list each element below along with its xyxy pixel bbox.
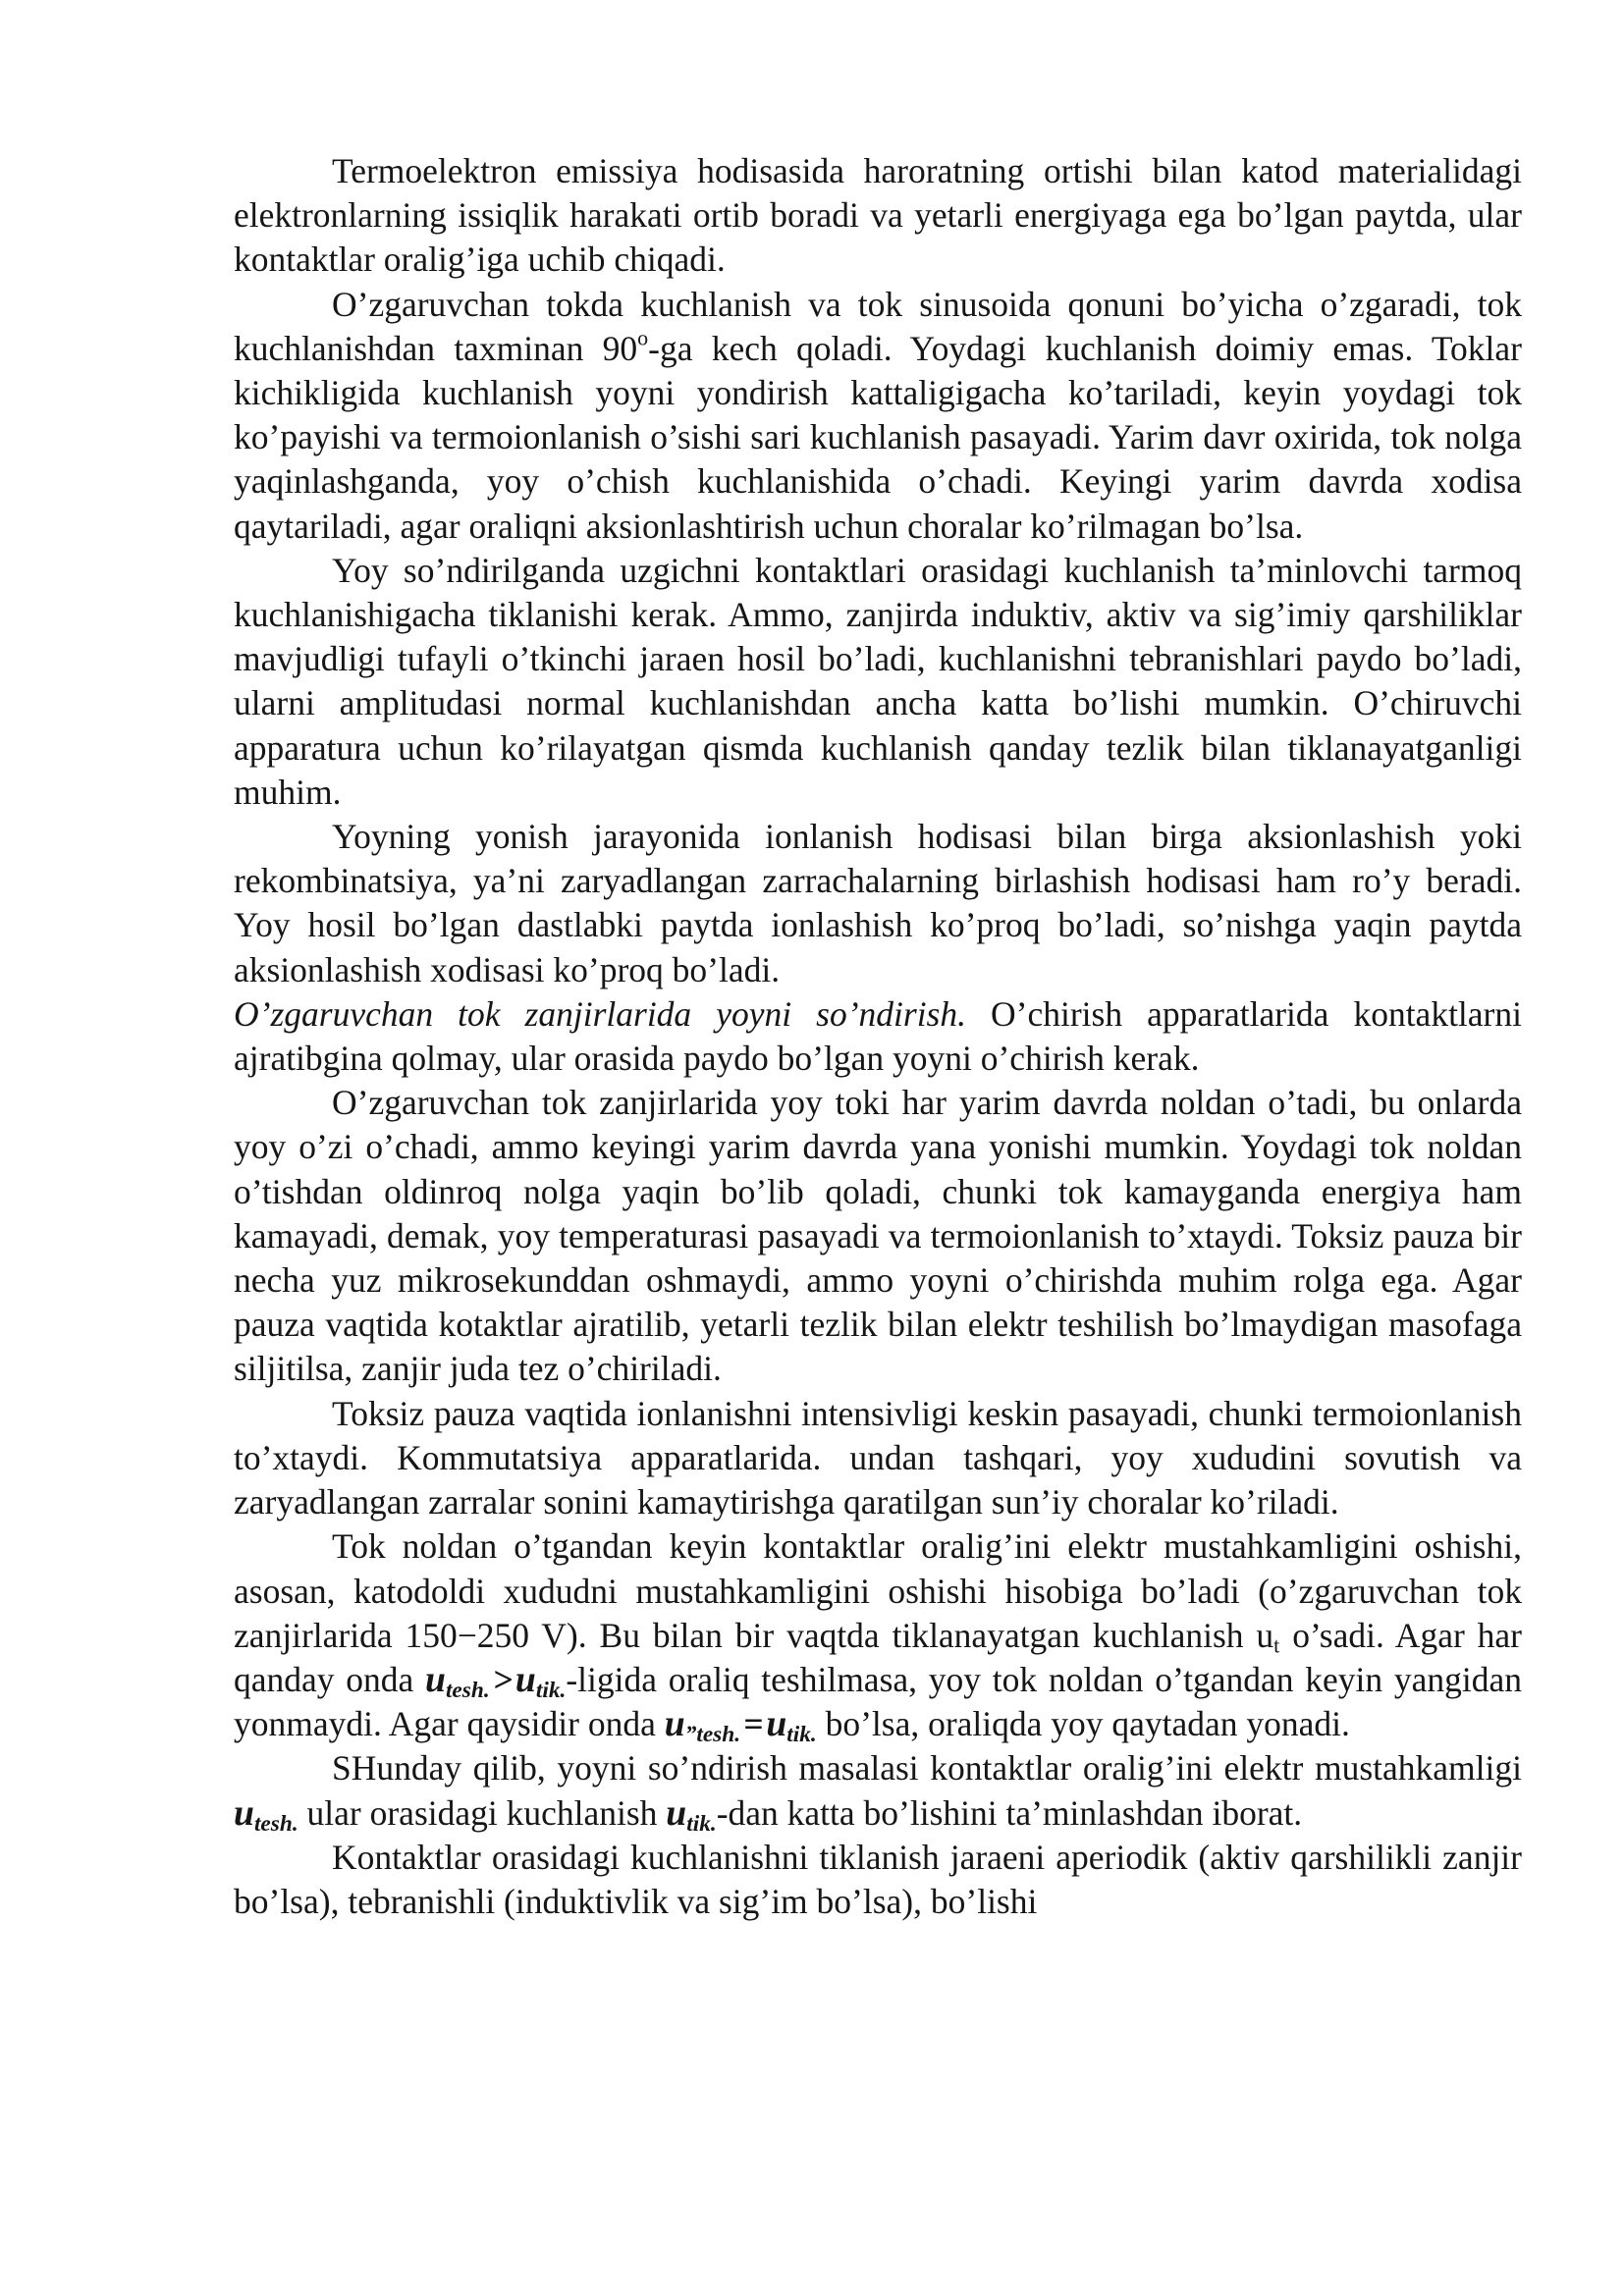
paragraph-arc-quenching-task [234, 1746, 1522, 1835]
subscript-t: t [1273, 1632, 1280, 1658]
paragraph-section-heading [234, 992, 1522, 1081]
paragraph-text: O’zgaruvchan tok zanjirlarida yoy toki har yarim davrda noldan o’tadi, bu onlarda yoy o’zi o’chadi, ammo keyingi yarim davrda yana yonishi mumkin. Yoydagi tok noldan o’tishdan oldinroq nolga yaqin bo’lib qoladi, chunki tok kamayganda energiya ham kamayadi, demak, yoy temperaturasi pasayadi va termoionlanish to’xtaydi. Toksiz pauza bir necha yuz mikrosekunddan oshmaydi, ammo yoyni o’chirishda muhim rolga ega. Agar pauza vaqtida kotaktlar ajratilib, yetarli tezlik bilan elektr teshilish bo’lmaydigan masofaga siljitilsa, zanjir juda tez o’chiriladi. [234, 1083, 1522, 1389]
paragraph-text: o’sadi. Agar har qanday onda [234, 1615, 1522, 1699]
paragraph-dielectric-strength [234, 1524, 1522, 1746]
paragraph-text: -dan katta bo’lishini ta’minlashdan iborat. [716, 1792, 1303, 1833]
symbol-subscript: tesh. [253, 1810, 298, 1837]
paragraph-arc-extinguished [234, 549, 1522, 815]
paragraph-text: ular orasidagi kuchlanish [298, 1792, 667, 1833]
symbol-u-tesh-prime [664, 1703, 741, 1747]
paragraph-text: bo’lsa, oraliqda yoy qaytadan yonadi. [816, 1704, 1350, 1744]
paragraph-recovery-voltage [234, 1836, 1522, 1924]
paragraph-text: SHunday qilib, yoyni so’ndirish masalasi kontaktlar oralig’ini elektr mustahkamligi [332, 1748, 1522, 1789]
symbol-u-tik [514, 1658, 567, 1703]
symbol-subscript: tik. [686, 1810, 717, 1837]
symbol-subscript: tik. [786, 1721, 817, 1747]
section-heading: O’zgaruvchan tok zanjirlarida yoyni so’ndirish. [234, 993, 966, 1034]
symbol-subscript: ”tesh. [684, 1721, 741, 1747]
paragraph-text: Tok noldan o’tgandan keyin kontaktlar oralig’ini elektr mustahkamligini oshishi, asosan, katodoldi xududni mustahkamligini oshishi hisobiga bo’ladi (o’zgaruvchan tok zanjirlarida 150−250 V). Bu bilan bir vaqtda tiklanayatgan kuchlanish u [234, 1526, 1522, 1655]
paragraph-currentless-pause [234, 1392, 1522, 1525]
paragraph-ac-arc-zero-crossing [234, 1081, 1522, 1391]
symbol-u-tesh [234, 1791, 298, 1837]
paragraph-text: Toksiz pauza vaqtida ionlanishni intensivligi keskin pasayadi, chunki termoionlanish to’xtaydi. Kommutatsiya apparatlarida. undan tashqari, yoy xududini sovutish va zaryadlangan zarralar sonini kamaytirishga qaratilgan sun’iy choralar ko’riladi. [234, 1393, 1522, 1522]
symbol-letter: u [666, 1791, 687, 1834]
symbol-letter: u [234, 1791, 254, 1834]
degree-superscript: o [637, 325, 649, 350]
paragraph-thermoelectron-emission [234, 149, 1522, 283]
paragraph-ionization-recombination [234, 815, 1522, 992]
document-page [234, 149, 1522, 1924]
paragraph-ac-voltage-current [234, 283, 1522, 549]
symbol-letter: u [425, 1658, 446, 1700]
symbol-letter: u [514, 1658, 536, 1700]
symbol-subscript: tesh. [445, 1677, 490, 1703]
symbol-letter: u [766, 1703, 787, 1745]
symbol-letter: u [664, 1703, 685, 1745]
symbol-subscript: tik. [535, 1677, 567, 1703]
paragraph-text: Yoyning yonish jarayonida ionlanish hodisasi bilan birga aksionlashish yoki rekombinatsiya, ya’ni zaryadlangan zarrachalarning birlashish hodisasi ham ro’y beradi. Yoy hosil bo’lgan dastlabki paytda ionlashish ko’proq bo’ladi, so’nishga yaqin paytda aksionlashish xodisasi ko’proq bo’ladi. [234, 817, 1522, 989]
paragraph-text: O’chirish apparatlarida kontaktlarni ajratibgina qolmay, ular orasida paydo bo’lgan yoyni o’chirish kerak. [234, 993, 1522, 1079]
symbol-u-tesh [425, 1658, 490, 1703]
paragraph-text: O’zgaruvchan tokda kuchlanish va tok sinusoida qonuni bo’yicha o’zgaradi, tok kuchlanishdan taxminan 90 [234, 284, 1522, 368]
paragraph-text: Termoelektron emissiya hodisasida haroratning ortishi bilan katod materialidagi elektronlarning issiqlik harakati ortib boradi va yetarli energiyaga ega bo’lgan paytda, ular kontaktlar oralig’iga uchib chiqadi. [234, 151, 1522, 280]
greater-than-operator: > [492, 1659, 513, 1699]
symbol-u-tik [666, 1791, 717, 1837]
paragraph-text: -ga kech qoladi. Yoydagi kuchlanish doimiy emas. Toklar kichikligida kuchlanish yoyni yondirish kattaligigacha ko’tariladi, keyin yoydagi tok ko’payishi va termoionlanish o’sishi sari kuchlanish pasayadi. Yarim davr oxirida, tok nolga yaqinlashganda, yoy o’chish kuchlanishida o’chadi. Keyingi yarim davrda xodisa qaytariladi, agar oraliqni aksionlashtirish uchun choralar ko’rilmagan bo’lsa. [234, 328, 1522, 546]
equals-operator: = [743, 1704, 764, 1744]
symbol-u-tik [766, 1703, 817, 1747]
paragraph-text: Yoy so’ndirilganda uzgichni kontaktlari orasidagi kuchlanish ta’minlovchi tarmoq kuchlanishigacha tiklanishi kerak. Ammo, zanjirda induktiv, aktiv va sig’imiy qarshiliklar mavjudligi tufayli o’tkinchi jaraen hosil bo’ladi, kuchlanishni tebranishlari paydo bo’ladi, ularni amplitudasi normal kuchlanishdan ancha katta bo’lishi mumkin. O’chiruvchi apparatura uchun ko’rilayatgan qismda kuchlanish qanday tezlik bilan tiklanayatganligi muhim. [234, 550, 1522, 812]
paragraph-text: -ligida oraliq teshilmasa, yoy tok noldan o’tgandan keyin yangidan yonmaydi. Agar qaysidir onda [234, 1659, 1522, 1744]
paragraph-text: Kontaktlar orasidagi kuchlanishni tiklanish jaraeni aperiodik (aktiv qarshilikli zanjir bo’lsa), tebranishli (induktivlik va sig’im bo’lsa), bo’lishi [234, 1837, 1522, 1921]
